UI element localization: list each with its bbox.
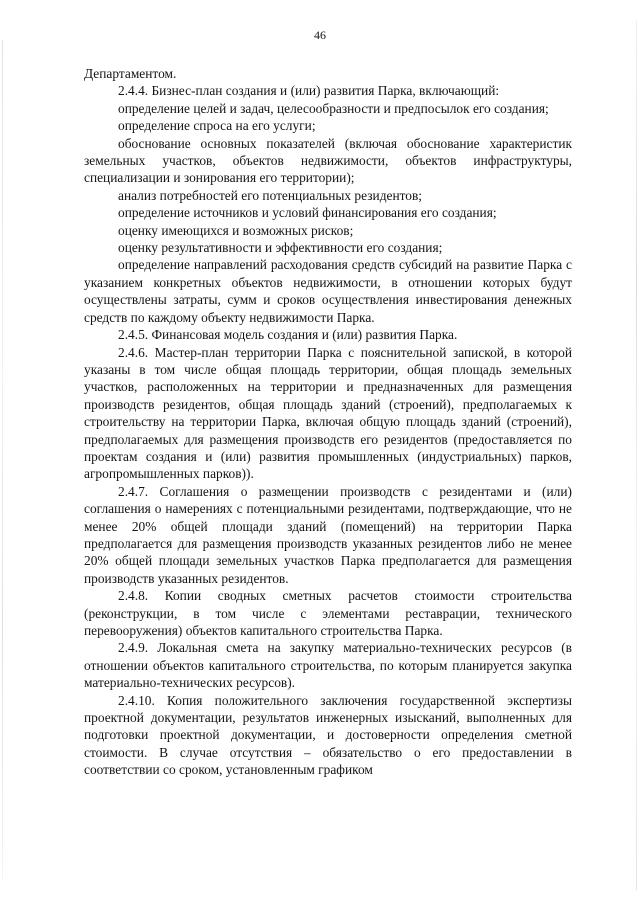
list-item: анализ потребностей его потенциальных резидентов; (118, 187, 423, 203)
list-item: оценку имеющихся и возможных рисков; (118, 222, 354, 238)
paragraph: 2.4.6. Мастер-план территории Парка с пояснительной запиской, в которой указаны в том числе общая площадь территории, общая площадь земельных участков, расположенных на территории и предназначенных для размещения производств резидентов, общая площадь зданий (строений), предполагаемых к строительству на территории Парка, включая общую площадь зданий (строений), предполагаемых для размещения производств его резидентов (предоставляется по проектам создания и (или) развития промышленных (индустриальных) парков, агропромышленных парков)). (84, 344, 572, 482)
list-item: определение целей и задач, целесообразности и предпосылок его создания; (118, 100, 549, 116)
paragraph: 2.4.5. Финансовая модель создания и (или) развития Парка. (118, 327, 458, 343)
paragraph: 2.4.10. Копия положительного заключения государственной экспертизы проектной документации, результатов инженерных изысканий, выполненных для подготовки проектной документации, и достоверности определения сметной стоимости. В случае отсутствия – обязательство о его предоставлении в соответствии со сроком, установленным графиком (84, 692, 572, 778)
paragraph: 2.4.9. Локальная смета на закупку материально-технических ресурсов (в отношении объектов капитального строительства, по которым планируется закупка материально-технических ресурсов). (84, 640, 572, 691)
paragraph: Департаментом. (84, 66, 177, 81)
body-text (84, 65, 572, 779)
list-item: оценку результативности и эффективности его создания; (118, 240, 443, 256)
list-item: обоснование основных показателей (включая обоснование характеристик земельных участков, объектов недвижимости, объектов инфраструктуры, специализации и зонирования его территории); (84, 135, 572, 186)
list-item: определение источников и условий финансирования его создания; (118, 205, 497, 221)
page-number: 46 (314, 28, 326, 42)
paragraph: 2.4.7. Соглашения о размещении производств с резидентами и (или) соглашения о намерениях с потенциальными резидентами, подтверждающие, что не менее 20% общей площади зданий (помещений) на территории Парка предполагается для размещения производств указанных резидентов либо не менее 20% общей площади земельных участков Парка предполагается для размещения производств указанных резидентов. (84, 483, 572, 586)
scan-edge-right (636, 20, 637, 890)
paragraph: 2.4.4. Бизнес-план создания и (или) развития Парка, включающий: (118, 83, 500, 99)
scan-edge-left (2, 40, 3, 880)
list-item: определение направлений расходования средств субсидий на развитие Парка с указанием конкретных объектов недвижимости, в отношении которых будут осуществлены затраты, сумм и сроков осуществления инвестирования денежных средств по каждому объекту недвижимости Парка. (84, 257, 572, 325)
paragraph: 2.4.8. Копии сводных сметных расчетов стоимости строительства (реконструкции, в том числе с элементами реставрации, технического перевооружения) объектов капитального строительства Парка. (84, 588, 572, 638)
list-item: определение спроса на его услуги; (118, 118, 316, 134)
